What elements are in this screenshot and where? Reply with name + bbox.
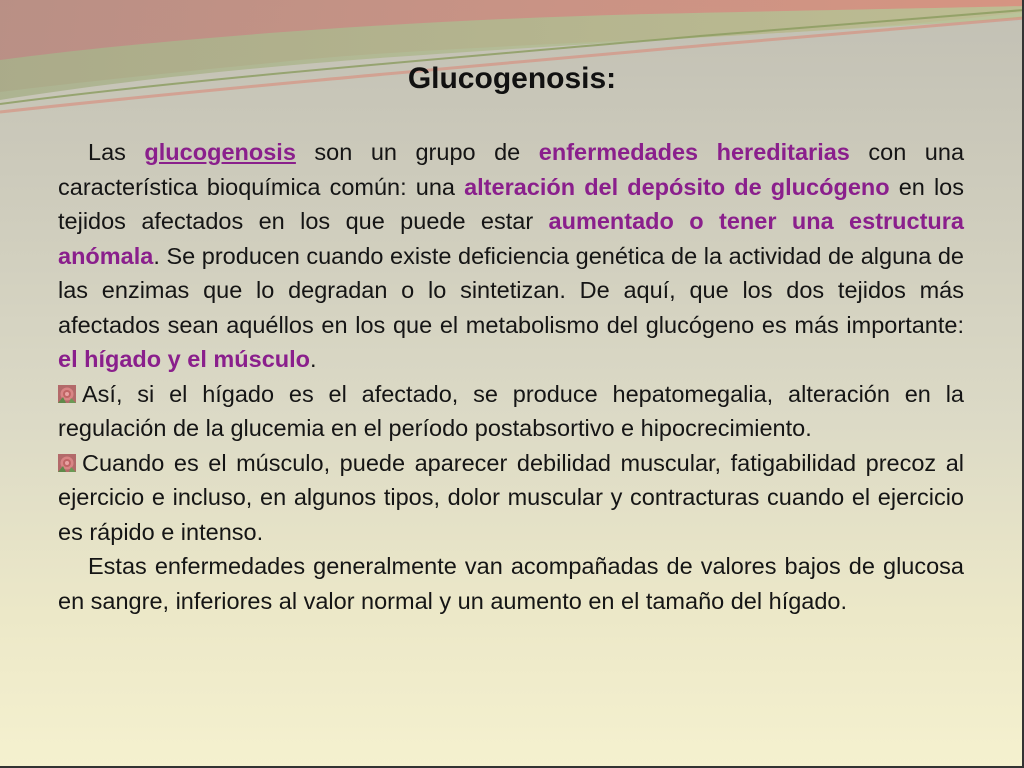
text-run: Así, si el hígado es el afectado, se produce hepatomegalia, alteración en la regulación de la glucemia en el período postabsortivo e hipocrecimiento.	[58, 380, 964, 441]
highlighted-term: enfermedades hereditarias	[538, 139, 850, 165]
text-run: Estas enfermedades generalmente van acompañadas de valores bajos de glucosa en sangre, inferiores al valor normal y un aumento en el tamaño del hígado.	[58, 553, 964, 614]
rose-bullet-icon	[58, 454, 76, 472]
text-run: con una característica bioquímica común: una	[58, 139, 965, 200]
highlighted-term: glucogenosis	[144, 139, 296, 165]
text-run: en los tejidos afectados en los que puede estar	[58, 173, 964, 234]
paragraph	[58, 549, 964, 618]
slide-body	[58, 135, 964, 618]
text-run: .	[310, 346, 317, 372]
text-run: Cuando es el músculo, puede aparecer debilidad muscular, fatigabilidad precoz al ejercicio e incluso, en algunos tipos, dolor muscular y contracturas cuando el ejercicio es rápido e intenso.	[58, 449, 964, 545]
bullet-paragraph	[58, 446, 964, 550]
highlighted-term: aumentado o tener una estructura anómala	[58, 208, 964, 269]
highlighted-term: alteración del depósito de glucógeno	[464, 173, 890, 200]
text-run: son un grupo de	[295, 139, 539, 165]
text-run: Las	[88, 139, 145, 165]
rose-bullet-icon	[58, 385, 76, 403]
highlighted-term: el hígado y el músculo	[58, 346, 311, 372]
bullet-paragraph	[58, 377, 964, 446]
text-run: . Se producen cuando existe deficiencia genética de la actividad de alguna de las enzimas que lo degradan o lo sintetizan. De aquí, que los dos tejidos más afectados sean aquéllos en los que el metabolismo del glucógeno es más importante:	[58, 242, 964, 338]
slide-title: Glucogenosis:	[407, 62, 617, 95]
paragraph	[58, 135, 964, 377]
